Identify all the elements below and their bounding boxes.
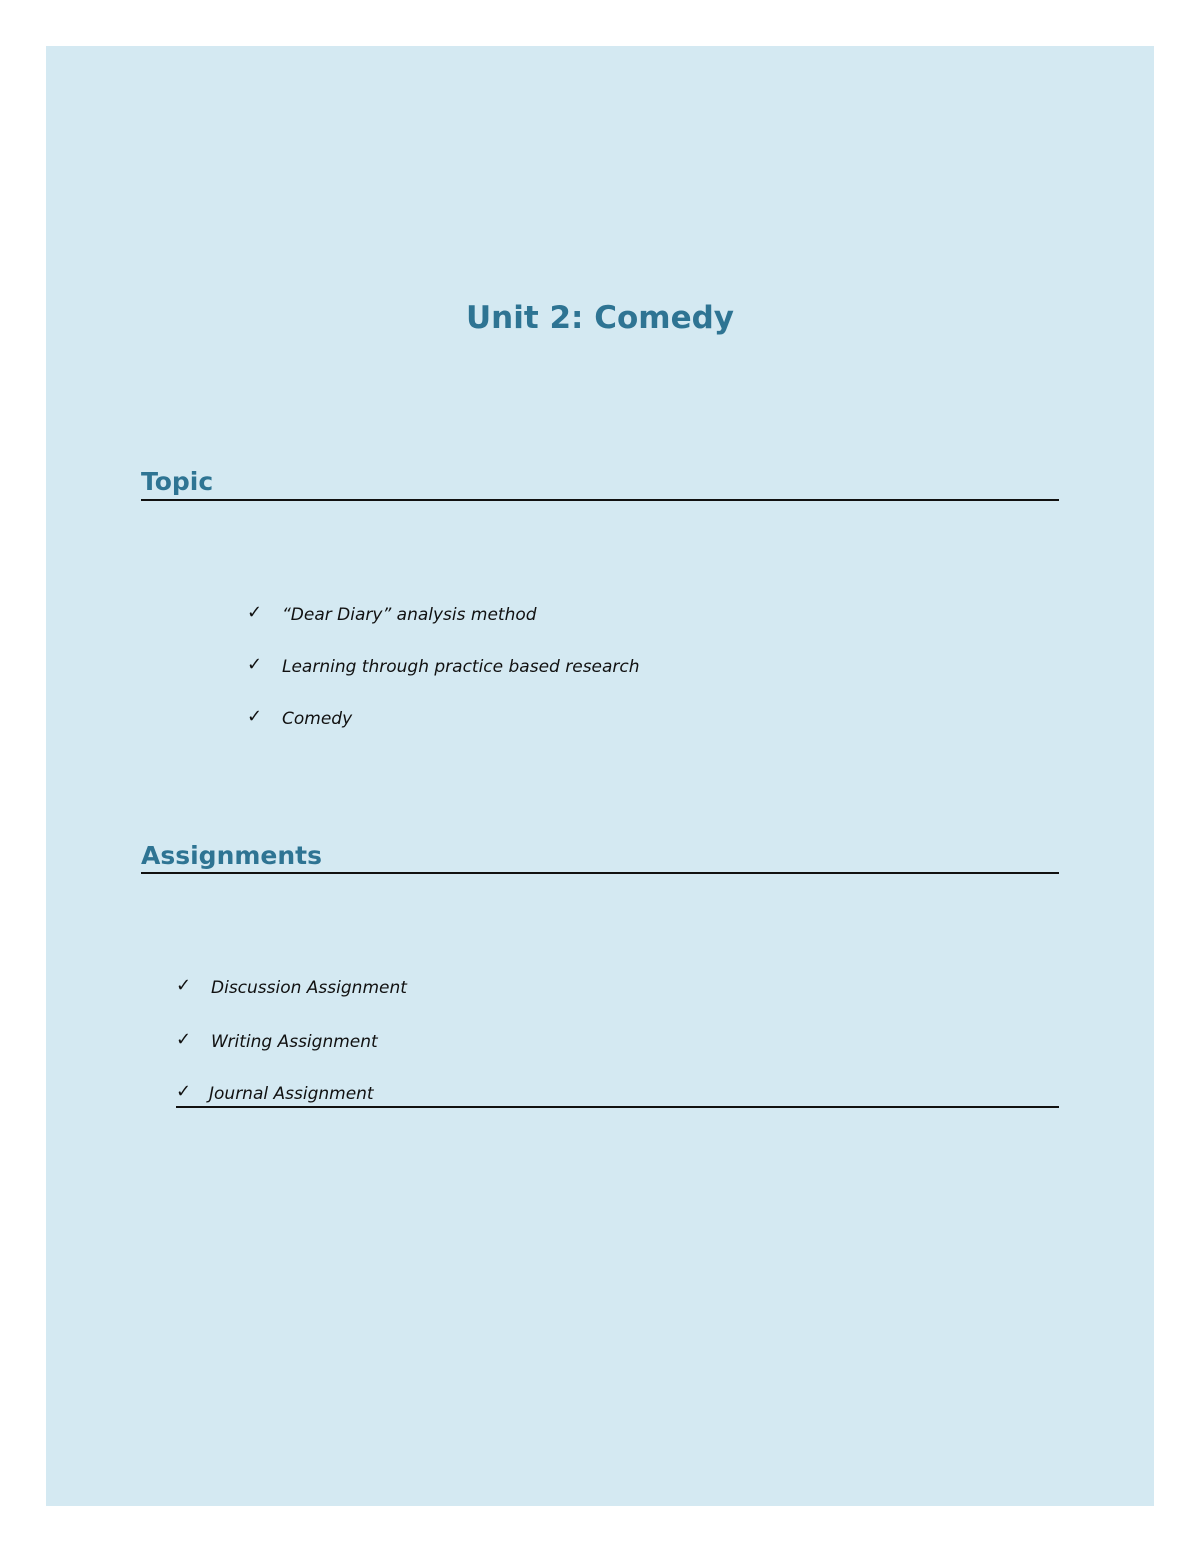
assignment-item-text: Writing Assignment — [211, 1032, 378, 1052]
checkmark-icon: ✓ — [176, 1029, 192, 1050]
topic-divider — [141, 499, 1059, 501]
page-panel — [46, 46, 1154, 1506]
assignments-divider — [141, 872, 1059, 874]
page-title: Unit 2: Comedy — [465, 300, 734, 336]
checkmark-icon: ✓ — [247, 602, 263, 623]
topic-item-text: Learning through practice based research — [282, 657, 640, 677]
assignment-item-text: Journal Assignment — [209, 1084, 374, 1104]
assignments-heading: Assignments — [141, 841, 323, 870]
checkmark-icon: ✓ — [176, 1081, 192, 1102]
checkmark-icon: ✓ — [247, 654, 263, 675]
topic-item-text: Comedy — [282, 709, 353, 729]
checkmark-icon: ✓ — [247, 706, 263, 727]
topic-heading: Topic — [141, 467, 214, 496]
checkmark-icon: ✓ — [176, 975, 192, 996]
assignments-end-divider — [176, 1106, 1059, 1108]
topic-item-text: “Dear Diary” analysis method — [282, 605, 537, 625]
assignment-item-text: Discussion Assignment — [211, 978, 407, 998]
